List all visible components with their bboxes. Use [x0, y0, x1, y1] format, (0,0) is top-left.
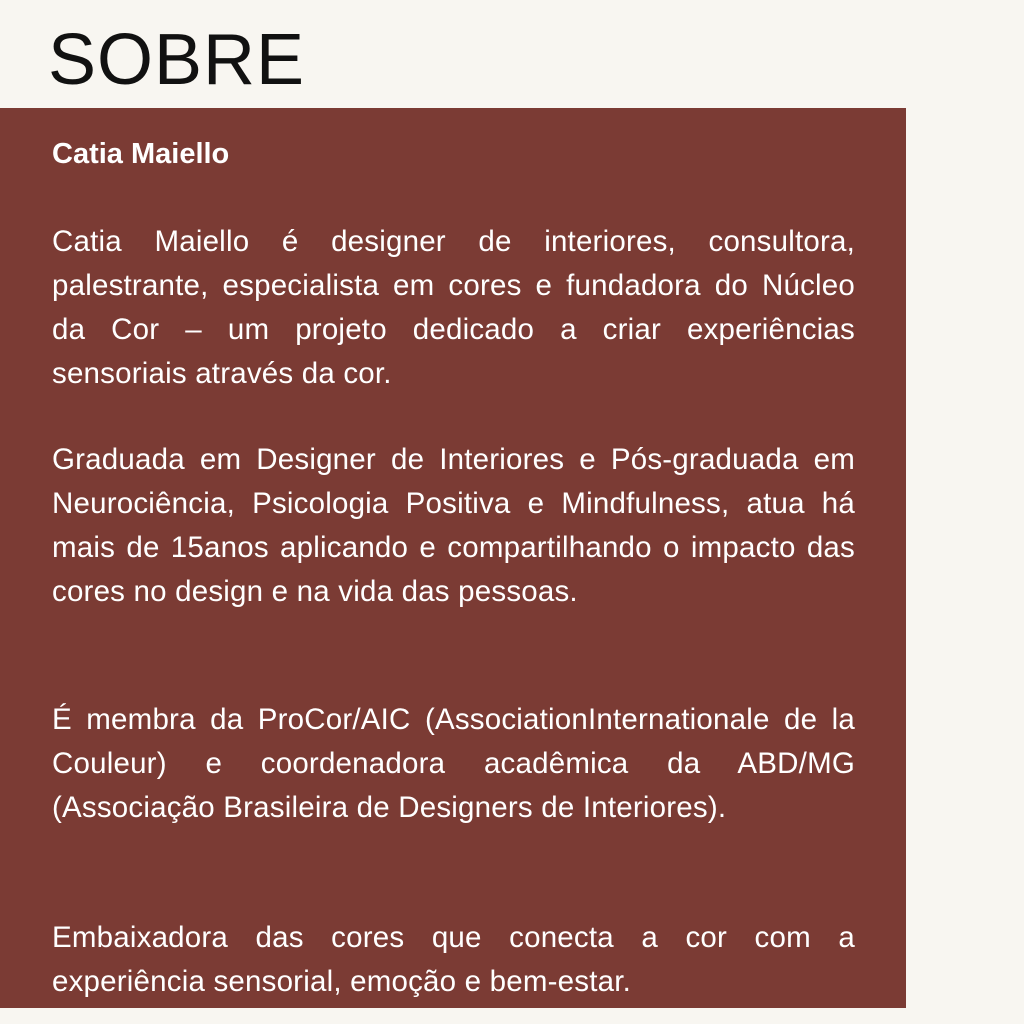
page-title: SOBRE: [48, 20, 306, 100]
bio-paragraph-ambassador: Embaixadora das cores que conecta a cor com a experiência sensorial, emoção e bem-estar.: [52, 921, 855, 998]
bio-paragraph-intro: Catia Maiello é designer de interiores, consultora, palestrante, especialista em cores e fundadora do Núcleo da Cor – um projeto dedicado a criar experiências sensoriais através da cor.: [52, 225, 855, 390]
bio-paragraph-memberships: É membra da ProCor/AIC (AssociationInternationale de la Couleur) e coordenadora acadêmica da ABD/MG (Associação Brasileira de Designers de Interiores).: [52, 703, 855, 824]
bio-name: Catia Maiello: [52, 138, 230, 170]
bio-paragraph-education: Graduada em Designer de Interiores e Pós-graduada em Neurociência, Psicologia Positiva e Mindfulness, atua há mais de 15anos aplicando e compartilhando o impacto das cores no design e na vida das pessoas.: [52, 443, 855, 608]
